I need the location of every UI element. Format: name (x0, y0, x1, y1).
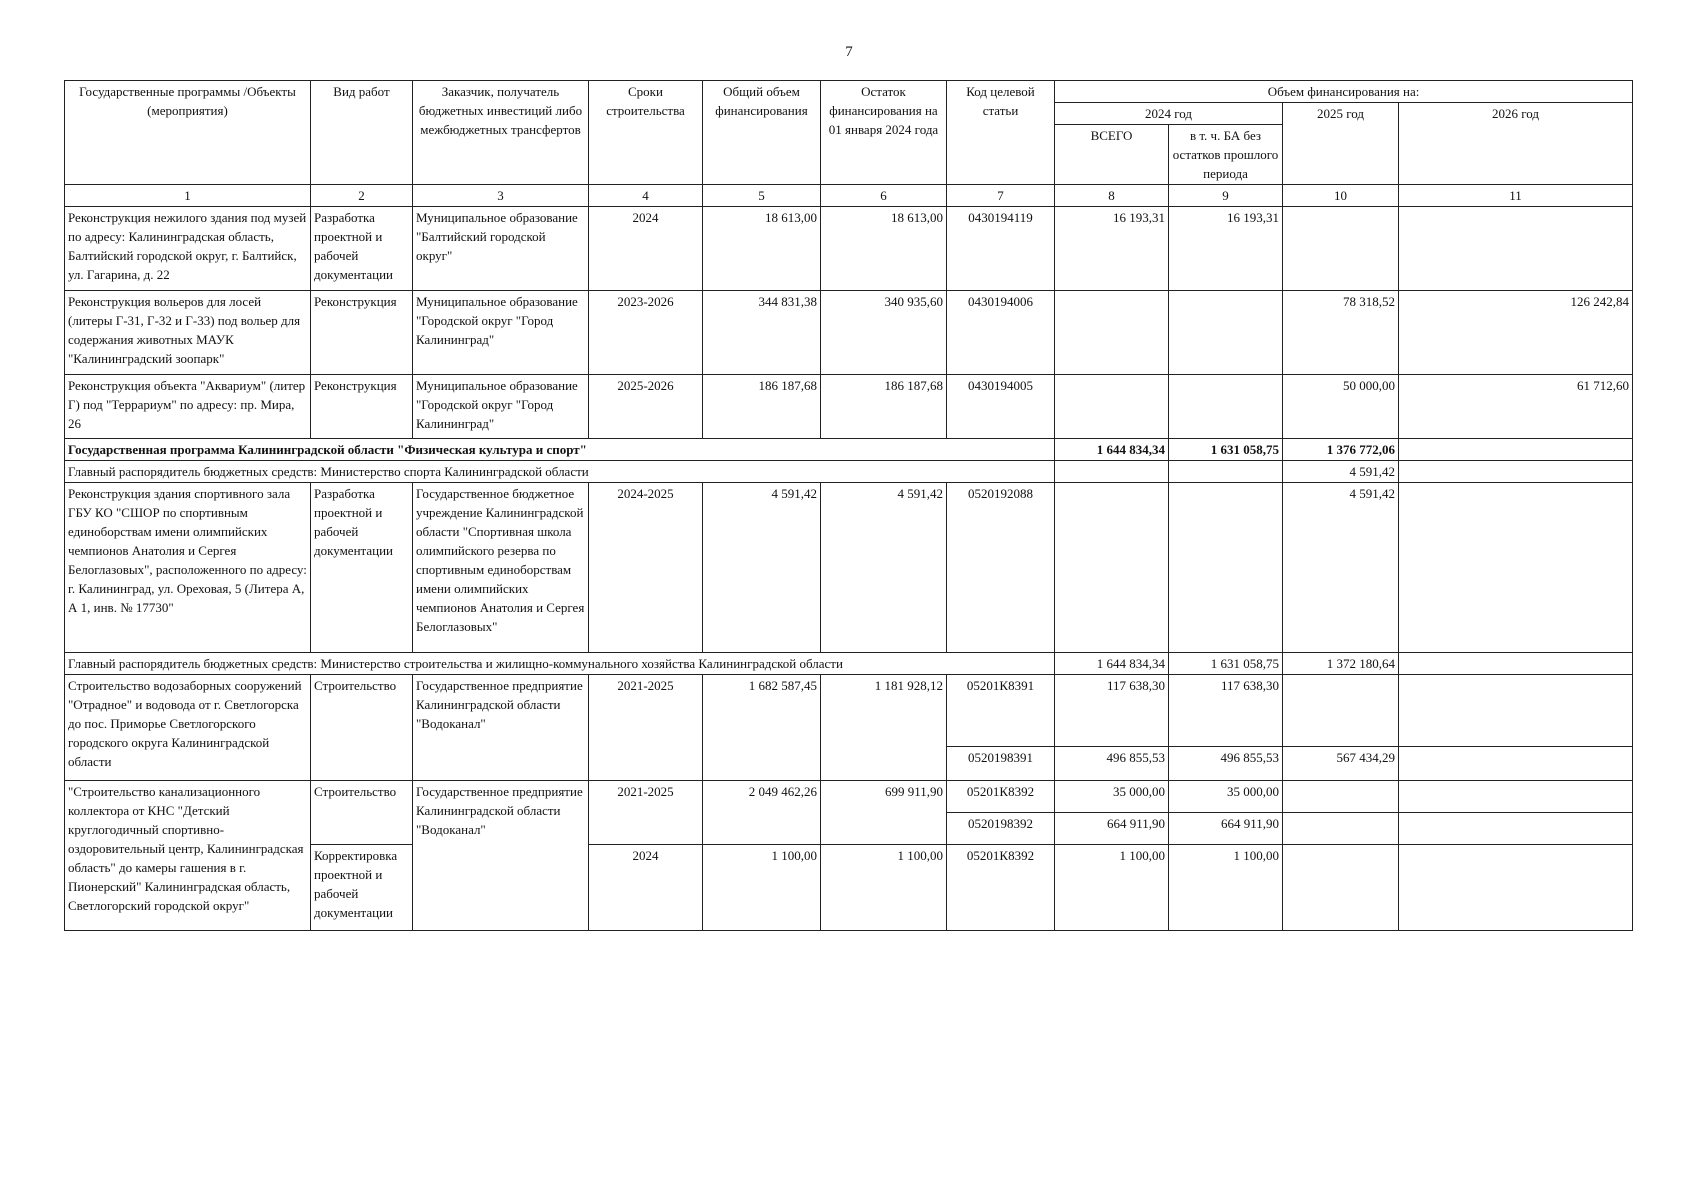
c9: 16 193,31 (1169, 207, 1283, 291)
c9: 1 631 058,75 (1169, 439, 1283, 461)
table-row (65, 675, 1633, 747)
header-total: ВСЕГО (1055, 125, 1169, 185)
c9: 117 638,30 (1169, 675, 1283, 747)
c10: 4 591,42 (1283, 483, 1399, 653)
c10: 50 000,00 (1283, 375, 1399, 439)
terms: 2024 (589, 845, 703, 931)
c11: 61 712,60 (1399, 375, 1633, 439)
c8 (1055, 375, 1169, 439)
c9: 496 855,53 (1169, 747, 1283, 781)
customer: Муниципальное образование "Городской округ "Город Калининград" (413, 375, 589, 439)
table-row (65, 291, 1633, 375)
col-number: 2 (311, 185, 413, 207)
c10: 4 591,42 (1283, 461, 1399, 483)
remainder: 186 187,68 (821, 375, 947, 439)
total-volume: 1 682 587,45 (703, 675, 821, 781)
header-code: Код целевой статьи (947, 81, 1055, 185)
remainder: 340 935,60 (821, 291, 947, 375)
col-number: 10 (1283, 185, 1399, 207)
work-type: Корректировка проектной и рабочей документации (311, 845, 413, 931)
object-name: Реконструкция нежилого здания под музей по адресу: Калининградская область, Балтийский городской округ, г. Балтийск, ул. Гагарина, д. 22 (65, 207, 311, 291)
c8: 496 855,53 (1055, 747, 1169, 781)
col-number: 6 (821, 185, 947, 207)
header-total-volume: Общий объем финансирования (703, 81, 821, 185)
work-type: Строительство (311, 781, 413, 845)
c8 (1055, 291, 1169, 375)
header-2024: 2024 год (1055, 103, 1283, 125)
c9: 1 631 058,75 (1169, 653, 1283, 675)
manager-name: Главный распорядитель бюджетных средств: Министерство строительства и жилищно-коммунального хозяйства Калининградской области (65, 653, 1055, 675)
code: 05201К8392 (947, 845, 1055, 931)
header-work-type: Вид работ (311, 81, 413, 185)
header-2026: 2026 год (1399, 103, 1633, 185)
code: 0520198391 (947, 747, 1055, 781)
c8: 35 000,00 (1055, 781, 1169, 813)
c10: 1 376 772,06 (1283, 439, 1399, 461)
column-numbers-row (65, 185, 1633, 207)
header-remainder: Остаток финансирования на 01 января 2024 года (821, 81, 947, 185)
total-volume: 2 049 462,26 (703, 781, 821, 845)
terms: 2024-2025 (589, 483, 703, 653)
object-name: Реконструкция объекта "Аквариум" (литер Г) под "Террариум" по адресу: пр. Мира, 26 (65, 375, 311, 439)
c9: 1 100,00 (1169, 845, 1283, 931)
customer: Муниципальное образование "Балтийский городской округ" (413, 207, 589, 291)
object-name: Строительство водозаборных сооружений "Отрадное" и водовода от г. Светлогорска до пос. Приморье Светлогорского городского округа Калининградской области (65, 675, 311, 781)
header-funding: Объем финансирования на: (1055, 81, 1633, 103)
header-programs: Государственные программы /Объекты (мероприятия) (65, 81, 311, 185)
terms: 2025-2026 (589, 375, 703, 439)
customer: Государственное предприятие Калининградской области "Водоканал" (413, 675, 589, 781)
work-type: Строительство (311, 675, 413, 781)
customer: Государственное предприятие Калининградской области "Водоканал" (413, 781, 589, 931)
header-incl: в т. ч. БА без остатков прошлого периода (1169, 125, 1283, 185)
c8: 117 638,30 (1055, 675, 1169, 747)
code: 05201К8392 (947, 781, 1055, 813)
c10 (1283, 207, 1399, 291)
c8: 1 644 834,34 (1055, 653, 1169, 675)
terms: 2021-2025 (589, 781, 703, 845)
program-name: Государственная программа Калининградской области "Физическая культура и спорт" (65, 439, 1055, 461)
terms: 2023-2026 (589, 291, 703, 375)
object-name: "Строительство канализационного коллектора от КНС "Детский круглогодичный спортивно-оздоровительный центр, Калининградская область" до камеры гашения в г. Пионерский" Калининградская область, Светлогорский городской округ" (65, 781, 311, 931)
c9: 664 911,90 (1169, 813, 1283, 845)
remainder: 699 911,90 (821, 781, 947, 845)
col-number: 5 (703, 185, 821, 207)
total-volume: 18 613,00 (703, 207, 821, 291)
total-volume: 1 100,00 (703, 845, 821, 931)
terms: 2021-2025 (589, 675, 703, 781)
c11: 126 242,84 (1399, 291, 1633, 375)
code: 05201К8391 (947, 675, 1055, 747)
c9: 35 000,00 (1169, 781, 1283, 813)
col-number: 11 (1399, 185, 1633, 207)
col-number: 7 (947, 185, 1055, 207)
col-number: 8 (1055, 185, 1169, 207)
code: 0520198392 (947, 813, 1055, 845)
remainder: 1 100,00 (821, 845, 947, 931)
col-number: 1 (65, 185, 311, 207)
total-volume: 186 187,68 (703, 375, 821, 439)
page-number: 7 (845, 44, 853, 60)
work-type: Реконструкция (311, 375, 413, 439)
remainder: 1 181 928,12 (821, 675, 947, 781)
code: 0430194119 (947, 207, 1055, 291)
c10: 567 434,29 (1283, 747, 1399, 781)
work-type: Реконструкция (311, 291, 413, 375)
code: 0430194006 (947, 291, 1055, 375)
table-row (65, 781, 1633, 813)
total-volume: 4 591,42 (703, 483, 821, 653)
header-row-1 (65, 81, 1633, 103)
c10: 78 318,52 (1283, 291, 1399, 375)
terms: 2024 (589, 207, 703, 291)
col-number: 4 (589, 185, 703, 207)
code: 0430194005 (947, 375, 1055, 439)
customer: Государственное бюджетное учреждение Калининградской области "Спортивная школа олимпийского резерва по спортивным единоборствам имени олимпийских чемпионов Анатолия и Сергея Белоглазовых" (413, 483, 589, 653)
work-type: Разработка проектной и рабочей документации (311, 483, 413, 653)
c10: 1 372 180,64 (1283, 653, 1399, 675)
col-number: 9 (1169, 185, 1283, 207)
total-volume: 344 831,38 (703, 291, 821, 375)
table-row (65, 483, 1633, 653)
c8: 1 100,00 (1055, 845, 1169, 931)
c8: 16 193,31 (1055, 207, 1169, 291)
c11 (1399, 207, 1633, 291)
header-customer: Заказчик, получатель бюджетных инвестиций либо межбюджетных трансфертов (413, 81, 589, 185)
object-name: Реконструкция вольеров для лосей (литеры Г-31, Г-32 и Г-33) под вольер для содержания животных МАУК "Калининградский зоопарк" (65, 291, 311, 375)
header-2025: 2025 год (1283, 103, 1399, 185)
manager-row (65, 461, 1633, 483)
remainder: 4 591,42 (821, 483, 947, 653)
table-row (65, 375, 1633, 439)
object-name: Реконструкция здания спортивного зала ГБУ КО "СШОР по спортивным единоборствам имени олимпийских чемпионов Анатолия и Сергея Белоглазовых", расположенного по адресу: г. Калининград, ул. Ореховая, 5 (Литера А, А 1, инв. № 17730" (65, 483, 311, 653)
table-row (65, 207, 1633, 291)
program-row (65, 439, 1633, 461)
c8: 1 644 834,34 (1055, 439, 1169, 461)
code: 0520192088 (947, 483, 1055, 653)
remainder: 18 613,00 (821, 207, 947, 291)
c9 (1169, 291, 1283, 375)
work-type: Разработка проектной и рабочей документации (311, 207, 413, 291)
col-number: 3 (413, 185, 589, 207)
header-terms: Сроки строительства (589, 81, 703, 185)
customer: Муниципальное образование "Городской округ "Город Калининград" (413, 291, 589, 375)
manager-row (65, 653, 1633, 675)
financing-table (64, 80, 1633, 931)
c8: 664 911,90 (1055, 813, 1169, 845)
manager-name: Главный распорядитель бюджетных средств: Министерство спорта Калининградской области (65, 461, 1055, 483)
c9 (1169, 375, 1283, 439)
